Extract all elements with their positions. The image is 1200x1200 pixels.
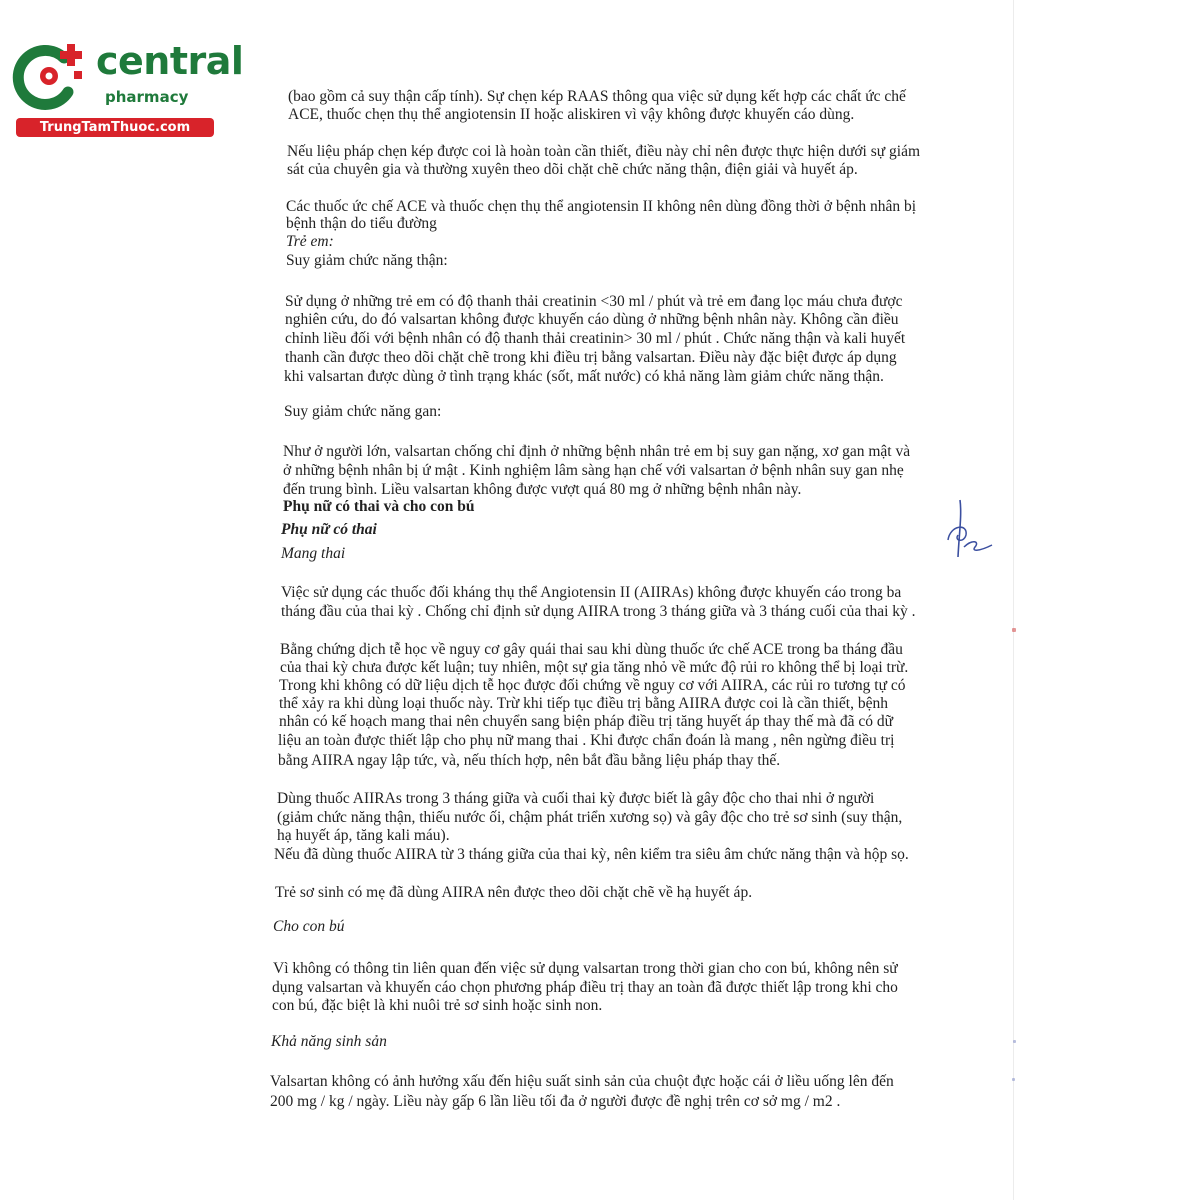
text-line: Việc sử dụng các thuốc đối kháng thụ thể Angiotensin II (AIIRAs) không được khuyến cáo trong ba <box>281 584 902 601</box>
text-line: Các thuốc ức chế ACE và thuốc chẹn thụ thể angiotensin II không nên dùng đồng thời ở bệnh nhân bị <box>286 198 917 215</box>
subheading-hepatic: Suy giảm chức năng gan: <box>284 403 442 420</box>
heading-pregnancy: Mang thai <box>281 545 346 562</box>
text-line: (bao gồm cả suy thận cấp tính). Sự chẹn kép RAAS thông qua việc sử dụng kết hợp các chất ức chế <box>288 88 906 105</box>
text-line: nhân có kế hoạch mang thai nên chuyển sang biện pháp điều trị tăng huyết áp thay thế mà đã có dữ <box>279 713 893 730</box>
text-line: Nếu liệu pháp chẹn kép được coi là hoàn toàn cần thiết, điều này chỉ nên được thực hiện dưới sự giám <box>287 143 921 160</box>
text-line: Trong khi không có dữ liệu dịch tễ học được đối chứng về nguy cơ với AIIRA, các rủi ro tương tự có <box>279 677 906 694</box>
text-line: sát của chuyên gia và thường xuyên theo dõi chặt chẽ chức năng thận, điện giải và huyết áp. <box>287 161 858 178</box>
text-line: dụng valsartan và khuyến cáo chọn phương pháp điều trị thay an toàn đã được thiết lập trong khi cho <box>272 979 898 996</box>
subheading-children: Trẻ em: <box>286 233 334 250</box>
heading-pregnant-women: Phụ nữ có thai <box>281 521 377 538</box>
text-line: Valsartan không có ảnh hưởng xấu đến hiệu suất sinh sản của chuột đực hoặc cái ở liều uống lên đến <box>270 1073 894 1090</box>
text-line: tháng đầu của thai kỳ . Chống chỉ định sử dụng AIIRA trong 3 tháng giữa và 3 tháng cuối của thai kỳ . <box>281 603 916 620</box>
text-line: (giảm chức năng thận, thiếu nước ối, chậm phát triển xương sọ) và gây độc cho trẻ sơ sinh (suy thận, <box>277 809 903 826</box>
scan-speck <box>1013 1040 1016 1043</box>
scan-speck <box>1012 1078 1015 1081</box>
text-line: ở những bệnh nhân bị ứ mật . Kinh nghiệm lâm sàng hạn chế với valsartan ở bệnh nhân suy gan nhẹ <box>283 462 904 479</box>
heading-fertility: Khả năng sinh sản <box>271 1033 387 1050</box>
text-line: hạ huyết áp, tăng kali máu). <box>277 827 450 844</box>
text-line: Nếu đã dùng thuốc AIIRA từ 3 tháng giữa của thai kỳ, nên kiểm tra siêu âm chức năng thận và hộp sọ. <box>274 846 909 863</box>
pharmacy-cross-logo-icon <box>10 38 88 116</box>
section-heading-pregnancy-lactation: Phụ nữ có thai và cho con bú <box>283 498 475 515</box>
text-line: bằng AIIRA ngay lập tức, và, nếu thích hợp, nên bắt đầu bằng liệu pháp thay thế. <box>278 752 781 769</box>
subheading-renal: Suy giảm chức năng thận: <box>286 252 448 269</box>
text-line: nghiên cứu, do đó valsartan không được khuyến cáo dùng ở những bệnh nhân này. Không cần điều <box>285 311 899 328</box>
text-line: Dùng thuốc AIIRAs trong 3 tháng giữa và cuối thai kỳ được biết là gây độc cho thai nhi ở người <box>277 790 875 807</box>
text-line: thanh cần được theo dõi chặt chẽ trong khi điều trị bằng valsartan. Điều này đặc biệt được áp dụng <box>285 349 897 366</box>
text-line: của thai kỳ chưa được kết luận; tuy nhiên, một sự gia tăng nhỏ về mức độ rủi ro không thể bị loại trừ. <box>280 659 909 676</box>
text-line: Bằng chứng dịch tễ học về nguy cơ gây quái thai sau khi dùng thuốc ức chế ACE trong ba tháng đầu <box>280 641 903 658</box>
brand-name: central <box>96 39 244 83</box>
text-line: Như ở người lớn, valsartan chống chỉ định ở những bệnh nhân trẻ em bị suy gan nặng, xơ gan mật và <box>283 443 911 460</box>
handwritten-initials <box>940 495 1000 565</box>
heading-breastfeeding: Cho con bú <box>273 918 345 935</box>
text-line: chỉnh liều đối với bệnh nhân có độ thanh thải creatinin> 30 ml / phút . Chức năng thận và kali huyết <box>285 330 906 347</box>
text-line: liệu an toàn được thiết lập cho phụ nữ mang thai . Khi được chẩn đoán là mang , nên ngừng điều trị <box>278 732 895 749</box>
text-line: Sử dụng ở những trẻ em có độ thanh thải creatinin <30 ml / phút và trẻ em đang lọc máu chưa được <box>285 293 903 310</box>
central-pharmacy-logo[interactable] <box>10 38 244 138</box>
text-line: con bú, đặc biệt là khi nuôi trẻ sơ sinh hoặc sinh non. <box>272 997 603 1014</box>
text-line: khi valsartan được dùng ở tình trạng khác (sốt, mất nước) có khả năng làm giảm chức năng thận. <box>284 368 884 385</box>
text-line: đến trung bình. Liều valsartan không được vượt quá 80 mg ở những bệnh nhân này. <box>283 481 802 498</box>
text-line: thể xảy ra khi dùng loại thuốc này. Trừ khi tiếp tục điều trị bằng AIIRA được coi là cần thiết, bệnh <box>279 695 888 712</box>
brand-subtitle: pharmacy <box>105 88 189 106</box>
text-line: Trẻ sơ sinh có mẹ đã dùng AIIRA nên được theo dõi chặt chẽ về hạ huyết áp. <box>275 884 753 901</box>
text-line: bệnh thận do tiểu đường <box>286 215 437 232</box>
text-line: Vì không có thông tin liên quan đến việc sử dụng valsartan trong thời gian cho con bú, không nên sử <box>273 960 898 977</box>
brand-url[interactable]: TrungTamThuoc.com <box>16 118 214 137</box>
text-line: 200 mg / kg / ngày. Liều này gấp 6 lần liều tối đa ở người được đề nghị trên cơ sở mg / m2 . <box>270 1093 841 1110</box>
text-line: ACE, thuốc chẹn thụ thể angiotensin II hoặc aliskiren vì vậy không được khuyến cáo dùng. <box>288 106 855 123</box>
scan-edge-line <box>1013 0 1014 1200</box>
scan-speck <box>1012 628 1016 632</box>
